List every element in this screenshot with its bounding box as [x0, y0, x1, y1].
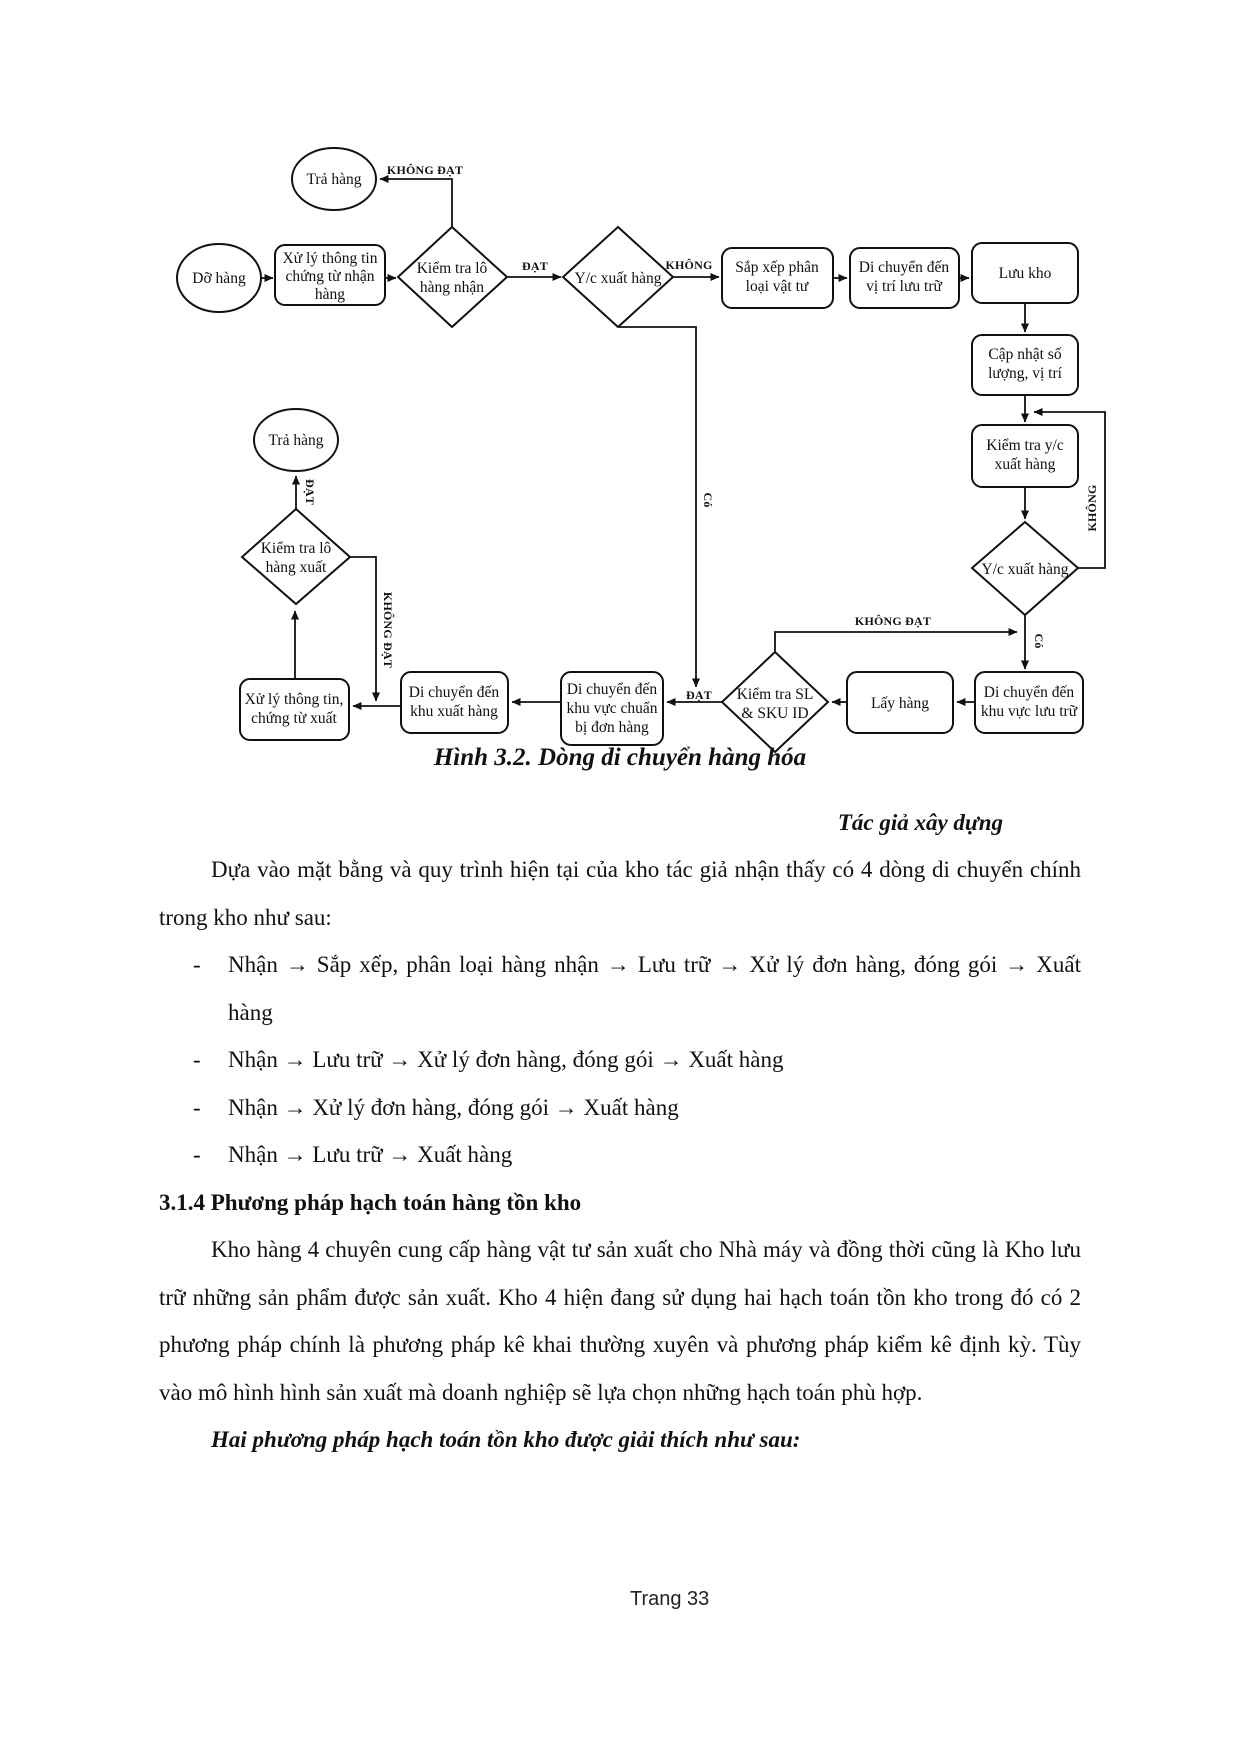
list-item: [159, 1131, 1081, 1179]
node-kiem-tra-sl-line1: Kiểm tra SL: [736, 686, 814, 703]
node-di-chuyen-khu-xuat: [401, 672, 508, 733]
label-khong-dat-left: KHÔNG ĐẠT: [381, 591, 395, 669]
node-kiem-tra-sl-line2: & SKU ID: [741, 705, 809, 722]
node-kiem-tra-yc: [972, 425, 1078, 487]
edge-khongdat-mid: [775, 632, 1017, 652]
node-kiem-tra-yc-line2: xuất hàng: [994, 456, 1056, 473]
node-lay-hang-label: Lấy hàng: [870, 695, 930, 712]
label-khong-dat-top: KHÔNG ĐẠT: [386, 163, 464, 177]
list-item: [159, 1084, 1081, 1132]
label-dat-bottom: ĐẠT: [686, 688, 712, 702]
node-di-chuyen-vi-tri-line1: Di chuyển đến: [858, 259, 950, 276]
node-di-chuyen-chuan-bi-line1: Di chuyển đến: [566, 681, 658, 698]
node-lay-hang: [847, 672, 953, 733]
node-sap-xep-line1: Sắp xếp phân: [735, 259, 819, 276]
node-kiem-tra-lo-xuat-line1: Kiểm tra lô: [260, 540, 332, 557]
node-di-chuyen-luu-tru: [975, 672, 1083, 733]
node-di-chuyen-luu-tru-line1: Di chuyển đến: [983, 684, 1075, 701]
figure-credit: Tác giả xây dựng: [837, 810, 1003, 835]
section-heading: 3.1.4 Phương pháp hạch toán hàng tồn kho: [159, 1189, 582, 1215]
bullet-marker: -: [193, 1142, 201, 1167]
node-di-chuyen-khu-xuat-line2: khu xuất hàng: [410, 703, 498, 720]
node-di-chuyen-chuan-bi: [561, 672, 663, 745]
paragraph-accounting: Kho hàng 4 chuyên cung cấp hàng vật tư sản xuất cho Nhà máy và đồng thời cũng là Kho lưu trữ những sản phẩm được sản xuất. Kho 4 hiện đang sử dụng hai hạch toán tồn kho trong đó có 2 phương pháp chính là phương pháp kê khai thường xuyên và phương pháp kiểm kê định kỳ. Tùy vào mô hình hình sản xuất mà doanh nghiệp sẽ lựa chọn những hạch toán phù hợp.: [159, 1237, 1081, 1405]
edge-khongdat-left-down: [350, 557, 376, 701]
node-sap-xep-line2: loại vật tư: [745, 278, 809, 295]
label-dat-top: ĐẠT: [522, 259, 548, 273]
edge-co-mid-down: [618, 327, 696, 687]
list-item-text: Nhận → Lưu trữ → Xử lý đơn hàng, đóng gói → Xuất hàng: [228, 1047, 784, 1072]
goods-flow-diagram: [0, 0, 1240, 780]
list-item-text: Nhận → Sắp xếp, phân loại hàng nhận → Lưu trữ → Xử lý đơn hàng, đóng gói → Xuất hàng: [228, 952, 1081, 1025]
label-khong-top: KHÔNG: [665, 258, 713, 272]
node-luu-kho: [972, 243, 1078, 303]
bullet-marker: -: [193, 1094, 201, 1120]
list-item-text: Nhận → Xử lý đơn hàng, đóng gói → Xuất hàng: [228, 1094, 679, 1120]
node-xu-ly-xuat-line2: chứng từ xuất: [251, 710, 337, 727]
label-khong-right: KHÔNG: [1085, 484, 1099, 532]
node-sap-xep: [722, 248, 833, 308]
list-item: [159, 1036, 1081, 1084]
edge-khongdat-trahang-top: [380, 179, 452, 227]
node-yc-xuat-hang-2-label: Y/c xuất hàng: [981, 561, 1069, 578]
node-yc-xuat-hang-2: [972, 522, 1078, 615]
node-di-chuyen-chuan-bi-line3: bị đơn hàng: [575, 719, 649, 736]
body-text: [159, 846, 1081, 1464]
node-tra-hang-bottom: [254, 409, 338, 471]
node-xu-ly-nhan: [275, 245, 385, 305]
paragraph-flow-intro: Dựa vào mặt bằng và quy trình hiện tại của kho tác giả nhận thấy có 4 dòng di chuyển chính trong kho như sau:: [159, 857, 1081, 930]
label-dat-left: ĐẠT: [303, 479, 317, 505]
node-di-chuyen-khu-xuat-line1: Di chuyển đến: [408, 684, 500, 701]
node-xu-ly-nhan-line3: hàng: [314, 286, 346, 303]
node-luu-kho-label: Lưu kho: [998, 265, 1052, 282]
diamond-kiem-tra-lo-nhan: [398, 227, 507, 327]
node-xu-ly-nhan-line2: chứng từ nhận: [285, 268, 375, 285]
bullet-marker: -: [193, 1047, 201, 1072]
node-xu-ly-nhan-line1: Xử lý thông tin: [282, 250, 378, 267]
node-kiem-tra-lo-xuat: [242, 509, 350, 604]
node-yc-xuat-hang-1-label: Y/c xuất hàng: [574, 270, 662, 287]
paragraph-methods-intro: Hai phương pháp hạch toán tồn kho được giải thích như sau:: [211, 1427, 801, 1452]
node-di-chuyen-vi-tri-line2: vị trí lưu trữ: [866, 278, 942, 295]
node-do-hang-label: Dỡ hàng: [192, 270, 246, 287]
node-kiem-tra-lo-nhan: [398, 227, 507, 327]
node-kiem-tra-lo-xuat-line2: hàng xuất: [265, 559, 327, 576]
node-do-hang: [177, 244, 261, 312]
node-di-chuyen-chuan-bi-line2: khu vực chuẩn: [566, 700, 658, 717]
node-yc-xuat-hang-1: [563, 227, 673, 327]
page-number: Trang 33: [630, 1588, 710, 1610]
node-cap-nhat-line2: lượng, vị trí: [988, 365, 1062, 382]
node-kiem-tra-sl: [722, 652, 828, 752]
node-tra-hang-top: [292, 148, 376, 210]
node-kiem-tra-lo-nhan-line2: hàng nhận: [419, 279, 485, 296]
node-cap-nhat: [972, 335, 1078, 395]
label-co-mid: Có: [701, 492, 715, 508]
list-item-text: Nhận → Lưu trữ → Xuất hàng: [228, 1142, 513, 1167]
label-khong-dat-mid: KHÔNG ĐẠT: [854, 614, 932, 628]
label-co-right: Có: [1032, 633, 1046, 649]
node-di-chuyen-vi-tri: [850, 248, 959, 308]
node-kiem-tra-lo-nhan-line1: Kiểm tra lô: [416, 260, 488, 277]
list-item: [159, 941, 1081, 1036]
node-xu-ly-xuat-line1: Xử lý thông tin,: [244, 691, 344, 708]
node-tra-hang-bottom-label: Trả hàng: [268, 432, 324, 449]
node-kiem-tra-yc-line1: Kiểm tra y/c: [986, 437, 1064, 454]
node-xu-ly-xuat: [240, 679, 349, 740]
bullet-marker: -: [193, 952, 201, 977]
node-cap-nhat-line1: Cập nhật số: [988, 346, 1062, 363]
node-di-chuyen-luu-tru-line2: khu vực lưu trữ: [980, 703, 1078, 720]
node-tra-hang-top-label: Trả hàng: [306, 171, 362, 188]
figure-caption: Hình 3.2. Dòng di chuyển hàng hóa: [433, 744, 807, 771]
